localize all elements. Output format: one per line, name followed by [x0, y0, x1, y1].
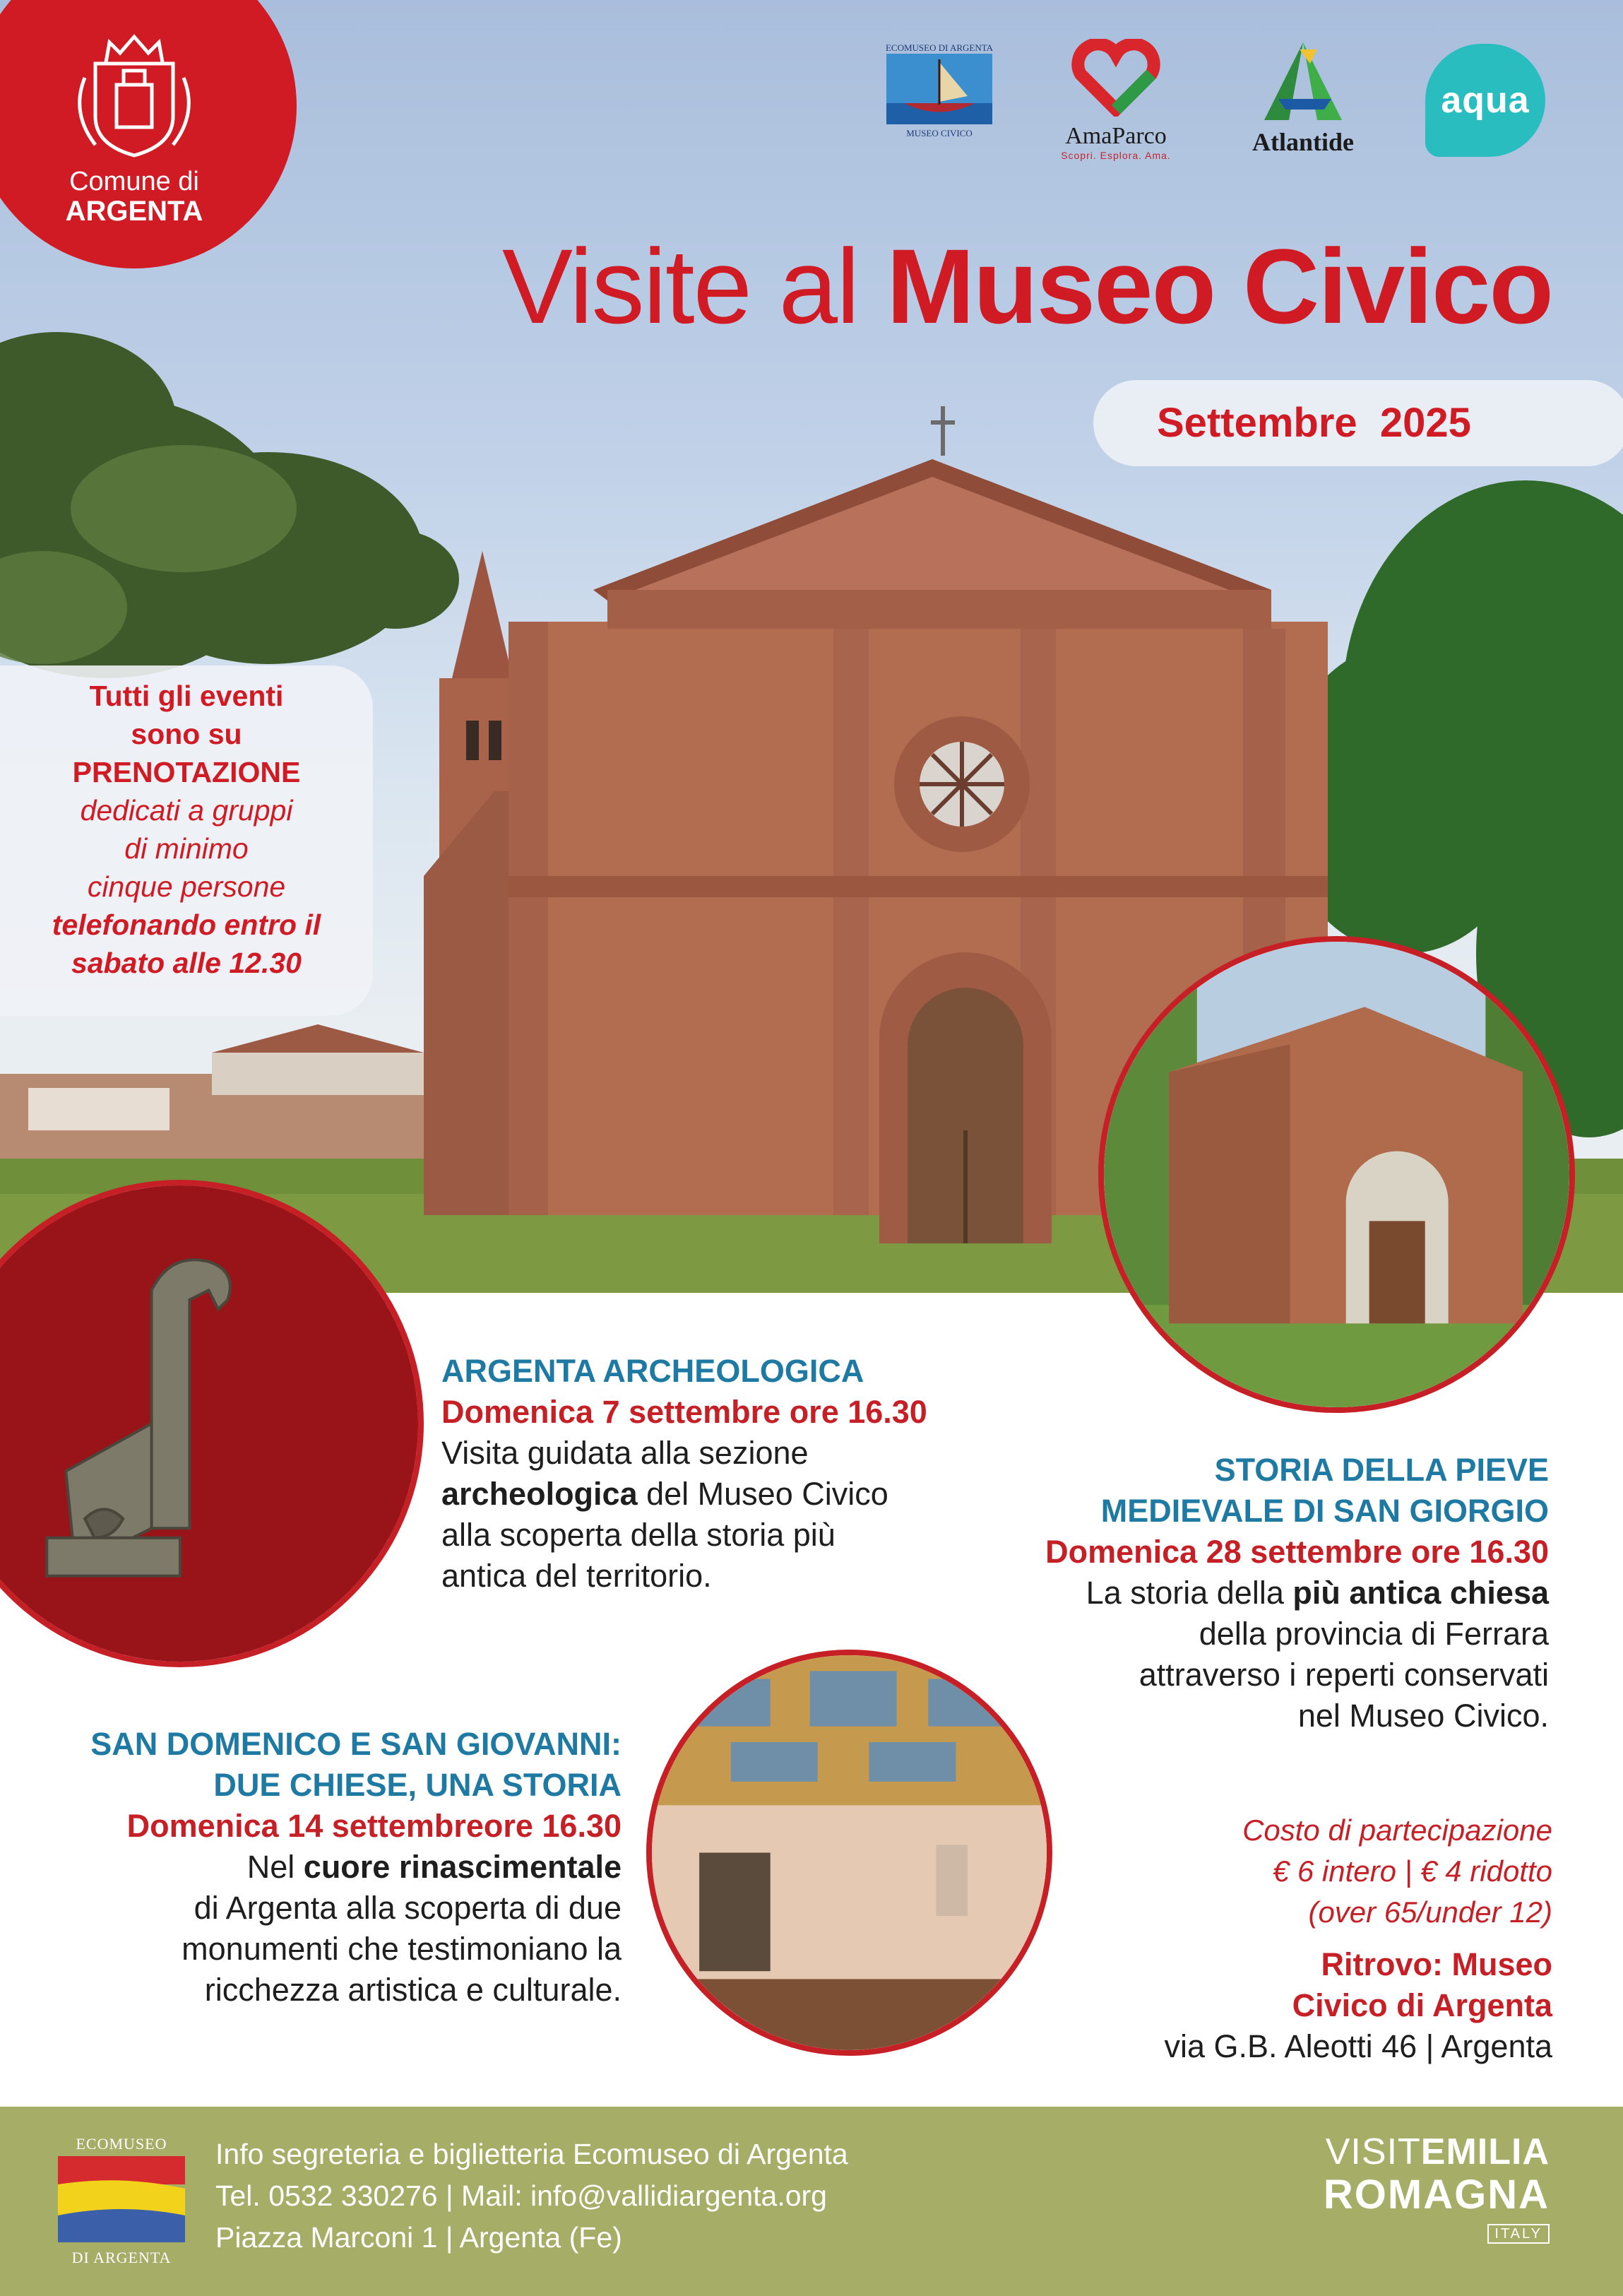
title-bold: Museo Civico [886, 227, 1552, 345]
amaparco-tagline: Scopri. Esplora. Ama. [1061, 150, 1171, 161]
amaparco-logo [1045, 39, 1187, 161]
event-desc-bold: più antica chiesa [1292, 1575, 1549, 1611]
ship-icon [883, 54, 996, 124]
booking-line: Tutti gli eventi [89, 680, 284, 712]
argenta-crest-icon [67, 28, 201, 162]
booking-line: sono su [131, 718, 242, 750]
title-light: Visite al [501, 227, 859, 345]
booking-line: cinque persone [87, 870, 286, 903]
ecomuseo-logo [883, 42, 996, 148]
comune-line2: ARGENTA [65, 195, 203, 227]
eco-footer-bottom: DI ARGENTA [71, 2249, 172, 2266]
booking-line: sabato alle 12.30 [71, 947, 302, 979]
event-desc-text: La storia della [1086, 1575, 1293, 1611]
booking-line: telefonando entro il [52, 909, 321, 941]
event-pieve-san-giorgio [843, 1450, 1549, 1736]
cost-line: Costo di partecipazione [1242, 1813, 1552, 1847]
visit-line [1309, 2131, 1550, 2172]
event-date: Domenica 14 settembreore 16.30 [126, 1808, 622, 1844]
event-desc-line: alla scoperta della storia più [441, 1517, 836, 1553]
booking-line: dedicati a gruppi [80, 794, 293, 827]
event-title: ARGENTA ARCHEOLOGICA [441, 1353, 864, 1389]
ecomuseo-footer-logo [58, 2135, 185, 2276]
atlantide-a-icon [1250, 39, 1356, 124]
event-desc-line: attraverso i reperti conservati [1139, 1657, 1549, 1693]
atlantide-name: Atlantide [1252, 128, 1354, 156]
aqua-logo: aqua [1425, 44, 1545, 157]
event-title: SAN DOMENICO E SAN GIOVANNI: [90, 1726, 622, 1762]
ecomuseo-logo-bottom: MUSEO CIVICO [906, 128, 973, 138]
contact-line: Piazza Marconi 1 | Argenta (Fe) [215, 2221, 622, 2254]
meeting-point [1058, 1944, 1552, 2067]
cost-line: (over 65/under 12) [1308, 1895, 1552, 1929]
event-desc-bold: cuore rinascimentale [303, 1849, 622, 1885]
page-title [501, 227, 1552, 345]
visit-prefix: VISIT [1325, 2131, 1421, 2172]
event-title: STORIA DELLA PIEVE [1214, 1452, 1549, 1488]
event-desc-line [0, 1847, 622, 1888]
atlantide-logo [1232, 39, 1374, 157]
event-desc-line: monumenti che testimoniano la [182, 1931, 622, 1967]
meeting-address: via G.B. Aleotti 46 | Argenta [1164, 2028, 1552, 2064]
footer [0, 2107, 1623, 2296]
comune-line1: Comune di [69, 167, 199, 196]
event-desc-bold: archeologica [441, 1476, 638, 1512]
event-date: Domenica 7 settembre ore 16.30 [441, 1394, 927, 1430]
cost-line: € 6 intero | € 4 ridotto [1272, 1854, 1552, 1888]
eco-footer-top: ECOMUSEO [76, 2135, 167, 2153]
amaparco-name: AmaParco [1065, 123, 1167, 149]
event-desc-line [843, 1573, 1549, 1614]
comune-label [28, 168, 240, 226]
month-badge: Settembre 2025 [1093, 380, 1623, 466]
visit-country: ITALY [1487, 2224, 1550, 2244]
visit-region1: EMILIA [1420, 2131, 1550, 2172]
event-title: MEDIEVALE DI SAN GIORGIO [1100, 1493, 1549, 1529]
contact-line[interactable]: Tel. 0532 330276 | Mail: info@vallidiargenta.org [215, 2179, 827, 2212]
booking-line: PRENOTAZIONE [72, 756, 301, 788]
fibula-artifact-image [0, 1185, 418, 1662]
pieve-photo [1098, 936, 1575, 1413]
booking-line: di minimo [124, 832, 249, 865]
visit-region2: ROMAGNA [1323, 2172, 1550, 2218]
ecomuseo-flag-icon [58, 2153, 185, 2245]
event-desc-line: ricchezza artistica e culturale. [204, 1972, 622, 2008]
cost-info [1129, 1810, 1552, 1933]
event-desc-line: nel Museo Civico. [1297, 1698, 1549, 1734]
contact-line: Info segreteria e biglietteria Ecomuseo di Argenta [215, 2138, 848, 2170]
event-desc-text: Nel [246, 1849, 304, 1885]
meeting-line: Ritrovo: Museo [1321, 1946, 1552, 1982]
pieve-church-image [1104, 942, 1569, 1407]
visit-emilia-romagna-logo [1309, 2131, 1550, 2244]
event-desc-line: di Argenta alla scoperta di due [194, 1890, 622, 1926]
ecomuseo-logo-top: ECOMUSEO DI ARGENTA [885, 42, 994, 53]
contact-info [215, 2134, 848, 2259]
event-desc-text: del Museo Civico [637, 1476, 888, 1512]
event-date: Domenica 28 settembre ore 16.30 [1045, 1534, 1549, 1570]
event-desc-line: Visita guidata alla sezione [441, 1435, 809, 1471]
event-desc-line: della provincia di Ferrara [1199, 1616, 1549, 1652]
event-desc-line: antica del territorio. [441, 1558, 712, 1594]
event-title: DUE CHIESE, UNA STORIA [213, 1767, 622, 1803]
heart-icon [1070, 39, 1162, 117]
meeting-line: Civico di Argenta [1292, 1987, 1552, 2023]
booking-note [0, 665, 373, 1016]
event-san-domenico [0, 1724, 622, 2011]
